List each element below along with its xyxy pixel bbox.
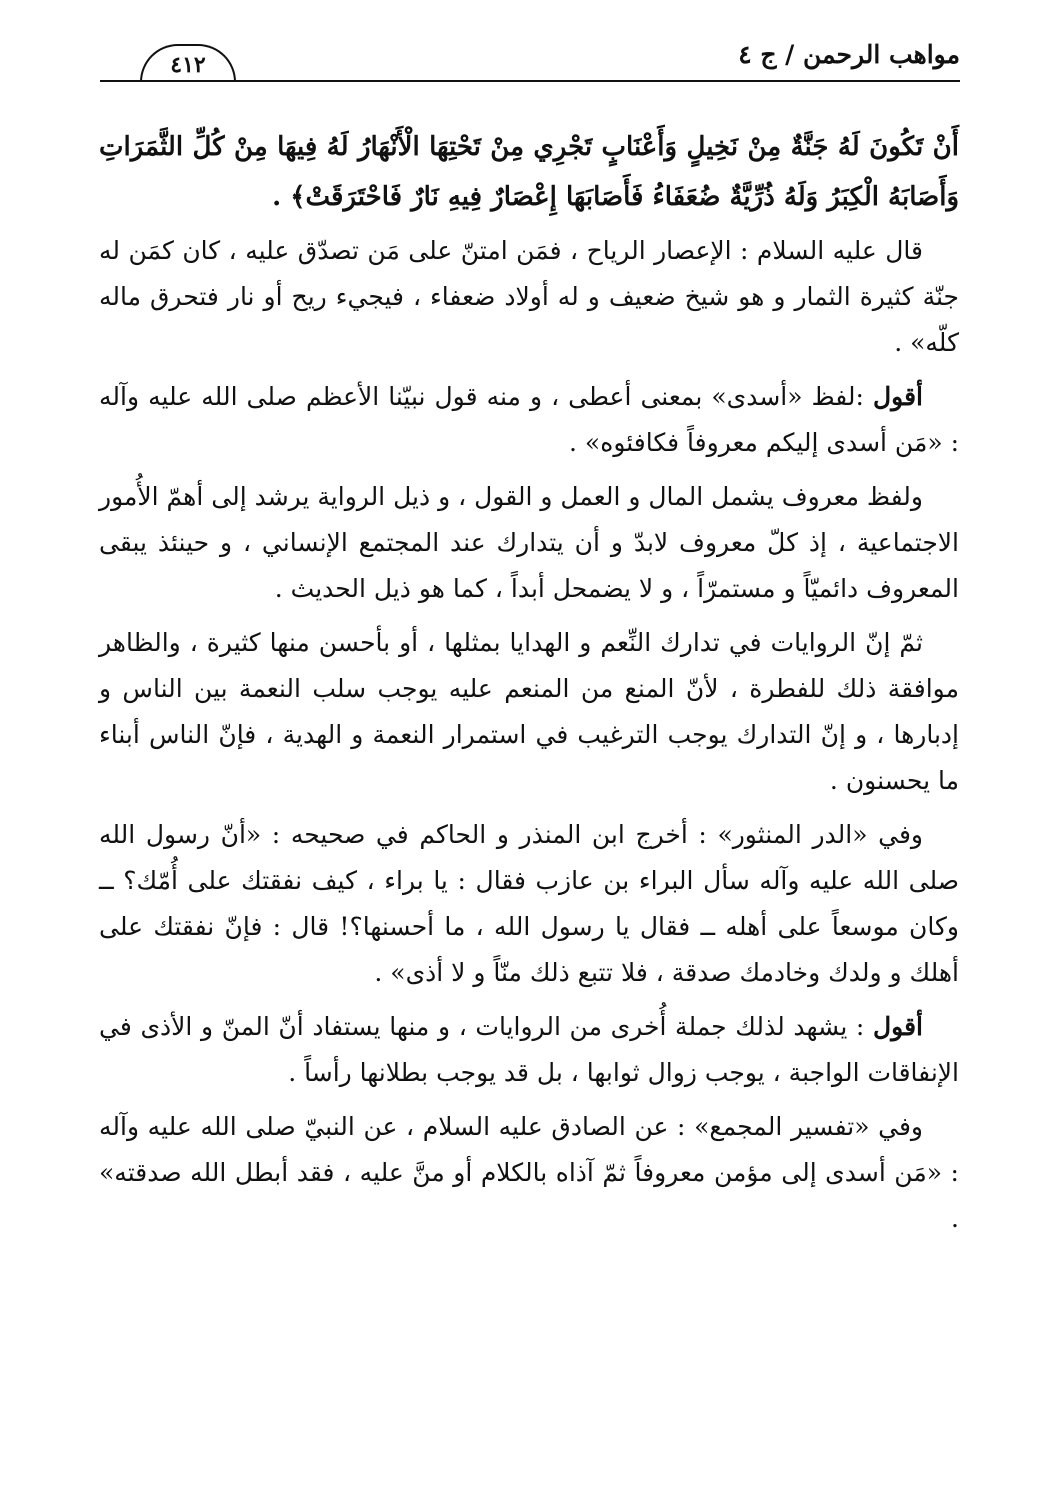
page-number: ٤١٢ — [140, 44, 236, 82]
paragraph-6-lead: أقول — [873, 1012, 923, 1041]
paragraph-6-text: : يشهد لذلك جملة أُخرى من الروايات ، و منها يستفاد أنّ المنّ و الأذى في الإنفاقات الواجبة ، يوجب زوال ثوابها ، بل قد يوجب بطلانها رأساً . — [99, 1012, 959, 1087]
paragraph-5: وفي «الدر المنثور» : أخرج ابن المنذر و الحاكم في صحيحه : «أنّ رسول الله صلى الله عليه وآله سأل البراء بن عازب فقال : يا براء ، كيف نفقتك على أُمّك؟ ــ وكان موسعاً على أهله ــ فقال يا رسول الله ، ما أحسنها؟! قال : فإنّ نفقتك على أهلك و ولدك وخادمك صدقة ، فلا تتبع ذلك منّاً و لا أذى» . — [99, 820, 959, 987]
running-title: مواهب الرحمن / ج ٤ — [738, 40, 960, 69]
paragraph-2-text: :لفظ «أسدى» بمعنى أعطى ، و منه قول نبيّنا الأعظم صلى الله عليه وآله : «مَن أسدى إليكم معروفاً فكافئوه» . — [99, 382, 959, 457]
page-body — [99, 122, 959, 1250]
paragraph-1: قال عليه السلام : الإعصار الرياح ، فمَن امتنّ على مَن تصدّق عليه ، كان كمَن له جنّة كثيرة الثمار و هو شيخ ضعيف و له أولاد ضعفاء ، فيجيء ريح أو نار فتحرق ماله كلّه» . — [99, 236, 959, 357]
paragraph-3: ولفظ معروف يشمل المال و العمل و القول ، و ذيل الرواية يرشد إلى أهمّ الأُمور الاجتماعية ، إذ كلّ معروف لابدّ و أن يتدارك عند المجتمع الإنساني ، و حينئذ يبقى المعروف دائميّاً و مستمرّاً ، و لا يضمحل أبداً ، كما هو ذيل الحديث . — [99, 482, 959, 603]
quran-verse: أَنْ تَكُونَ لَهُ جَنَّةٌ مِنْ نَخِيلٍ وَأَعْنَابٍ تَجْرِي مِنْ تَحْتِهَا الْأَنْهَارُ لَهُ فِيهَا مِنْ كُلِّ الثَّمَرَاتِ وَأَصَابَهُ الْكِبَرُ وَلَهُ ذُرِّيَّةٌ ضُعَفَاءُ فَأَصَابَهَا إِعْصَارٌ فِيهِ نَارٌ فَاحْتَرَقَتْ﴾ . — [99, 132, 959, 212]
page-header — [100, 34, 960, 82]
paragraph-2 — [99, 374, 959, 466]
header-rule — [100, 80, 960, 82]
paragraph-7: وفي «تفسير المجمع» : عن الصادق عليه السلام ، عن النبيّ صلى الله عليه وآله : «مَن أسدى إلى مؤمن معروفاً ثمّ آذاه بالكلام أو منَّ عليه ، فقد أبطل الله صدقته» . — [99, 1112, 959, 1233]
paragraph-2-lead: أقول — [873, 382, 923, 411]
paragraph-4: ثمّ إنّ الروايات في تدارك النِّعم و الهدايا بمثلها ، أو بأحسن منها كثيرة ، والظاهر موافقة ذلك للفطرة ، لأنّ المنع من المنعم عليه يوجب سلب النعمة بين الناس و إدبارها ، و إنّ التدارك يوجب الترغيب في استمرار النعمة و الهدية ، فإنّ الناس أبناء ما يحسنون . — [99, 628, 959, 795]
paragraph-6 — [99, 1004, 959, 1096]
